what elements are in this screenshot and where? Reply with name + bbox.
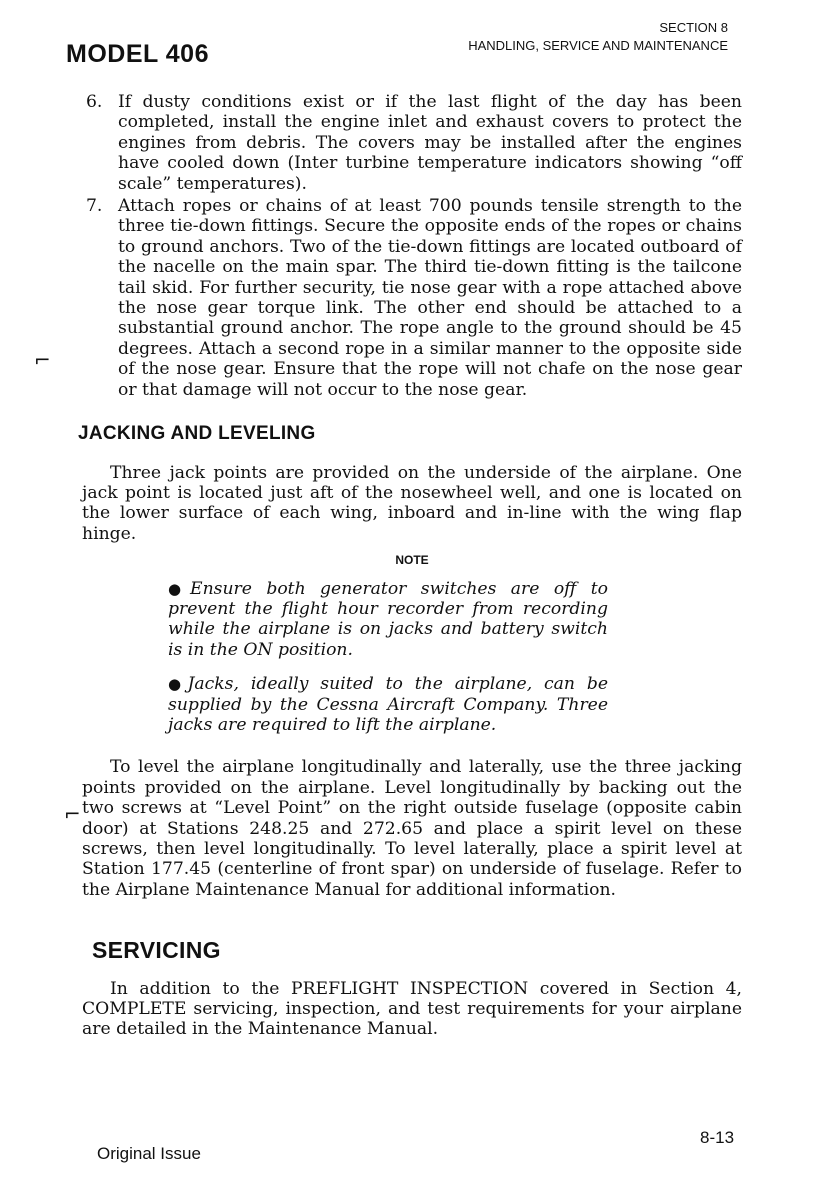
note-bullet	[168, 579, 608, 661]
item-text: If dusty conditions exist or if the last flight of the day has been completed, install the engine inlet and exhaust covers to protect the engines from debris. The covers may be installed after the engines have cooled down (Inter turbine temperature indicators showing “off scale” temperatures).	[118, 92, 742, 194]
model-title: MODEL 406	[66, 40, 209, 68]
jacking-intro: Three jack points are provided on the underside of the airplane. One jack point is located just aft of the nosewheel well, and one is located on the lower surface of each wing, inboard and in-line with the wing flap hinge.	[82, 462, 742, 544]
page-number: 8-13	[700, 1128, 735, 1147]
item-text: Attach ropes or chains of at least 700 pounds tensile strength to the three tie-down fittings. Secure the opposite ends of the ropes or chains to ground anchors. Two of the tie-down fittings are located outboard of the nacelle on the main spar. The third tie-down fitting is the tailcone tail skid. For further security, tie nose gear with a rope attached above the nose gear torque link. The other end should be attached to a substantial ground anchor. The rope angle to the ground should be 45 degrees. Attach a second rope in a similar manner to the opposite side of the nose gear. Ensure that the rope will not chafe on the nose gear or that damage will not occur to the nose gear.	[118, 196, 742, 400]
bullet-icon: ●	[168, 675, 188, 694]
revision-mark-icon: ⌐	[64, 802, 81, 826]
note-bullet-text: Jacks, ideally suited to the airplane, can be supplied by the Cessna Aircraft Company. Three jacks are required to lift the airplane.	[168, 674, 609, 735]
note-bullet	[168, 674, 608, 735]
section-number: SECTION 8	[659, 20, 728, 35]
bullet-icon: ●	[168, 579, 191, 598]
list-item	[82, 92, 742, 194]
item-number: 6.	[86, 92, 103, 112]
revision-mark-icon: ⌐	[34, 348, 51, 372]
footer-issue: Original Issue	[97, 1144, 201, 1163]
leveling-paragraph: To level the airplane longitudinally and laterally, use the three jacking points provided on the airplane. Level longitudinally by backing out the two screws at “Level Point” on the right outside fuselage (opposite cabin door) at Stations 248.25 and 272.65 and place a spirit level on these screws, then level longitudinally. To level laterally, place a spirit level at Station 177.45 (centerline of front spar) on underside of fuselage. Refer to the Airplane Maintenance Manual for additional information.	[82, 757, 742, 900]
note-label: NOTE	[395, 553, 429, 568]
list-item	[82, 196, 742, 400]
page-content	[78, 92, 742, 1040]
servicing-heading: SERVICING	[92, 937, 221, 964]
item-number: 7.	[86, 196, 103, 217]
note-bullet-text: Ensure both generator switches are off to prevent the flight hour recorder from recording while the airplane is on jacks and battery switch is in the ON position.	[168, 578, 609, 660]
servicing-paragraph: In addition to the PREFLIGHT INSPECTION covered in Section 4, COMPLETE servicing, inspection, and test requirements for your airplane are detailed in the Maintenance Manual.	[82, 978, 742, 1040]
jacking-heading: JACKING AND LEVELING	[78, 423, 316, 445]
section-title: HANDLING, SERVICE AND MAINTENANCE	[468, 38, 728, 53]
